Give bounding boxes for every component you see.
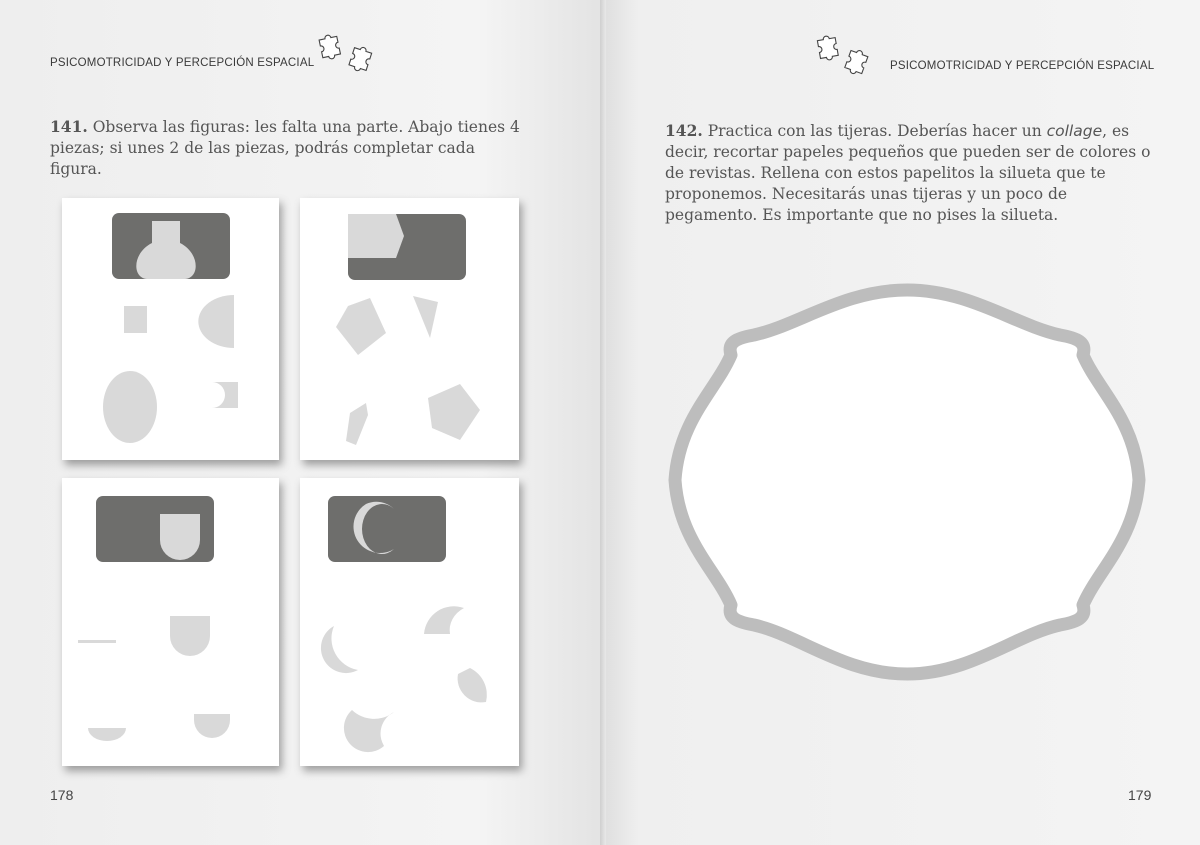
piece-bowl <box>88 728 126 741</box>
puzzle-card-arrow <box>300 198 519 460</box>
page-number: 178 <box>50 787 74 803</box>
book-gutter <box>600 0 606 845</box>
running-header: PSICOMOTRICIDAD Y PERCEPCIÓN ESPACIAL <box>50 57 315 69</box>
puzzle-card-shield-figure <box>62 478 279 766</box>
exercise-142 <box>665 120 1155 226</box>
page-number: 179 <box>1128 787 1152 803</box>
piece-triangle <box>413 296 438 338</box>
puzzle-card-crescent <box>300 478 519 766</box>
shield-shape <box>160 514 200 560</box>
puzzle-card-vase <box>62 198 279 460</box>
piece-square <box>124 306 147 333</box>
piece-arc-left <box>321 626 358 673</box>
exercise-text: Observa las figuras: les falta una parte. Abajo tienes 4 piezas; si unes 2 de las piezas, podrás completar cada figura. <box>50 118 520 178</box>
silhouette-outline <box>675 290 1139 674</box>
piece-cup <box>194 714 230 738</box>
piece-arc-bottom <box>344 710 394 752</box>
piece-shield-half <box>170 616 210 656</box>
puzzle-pieces-icon <box>315 30 377 74</box>
piece-diamond <box>336 298 386 355</box>
piece-line <box>78 640 116 643</box>
piece-half-disc <box>198 295 234 348</box>
arrow-shape <box>348 214 404 258</box>
puzzle-card-vase-figure <box>62 198 279 460</box>
exercise-number: 141. <box>50 117 88 136</box>
piece-arc-right <box>458 668 487 702</box>
exercise-text: Practica con las tijeras. Deberías hacer un <box>707 122 1047 140</box>
puzzle-card-shield <box>62 478 279 766</box>
puzzle-card-arrow-figure <box>300 198 519 460</box>
piece-sliver <box>346 403 368 445</box>
piece-arc-top <box>424 606 464 634</box>
collage-silhouette-frame <box>665 280 1149 684</box>
exercise-italic-word: collage <box>1046 122 1103 140</box>
piece-oval <box>103 371 157 443</box>
piece-pentagon <box>428 384 480 440</box>
piece-notched-square <box>212 382 238 408</box>
exercise-number: 142. <box>665 121 703 140</box>
exercise-141 <box>50 116 520 180</box>
running-header: PSICOMOTRICIDAD Y PERCEPCIÓN ESPACIAL <box>890 60 1155 72</box>
puzzle-pieces-icon <box>813 33 875 77</box>
puzzle-card-crescent-figure <box>300 478 519 766</box>
exercise-text-continued: , es decir, recortar papeles pequeños que pueden ser de colores o de revistas. Rellena con estos papelitos la silueta que te proponemos. Necesitarás unas tijeras y un poco de pegamento. Es importante que no pises la silueta. <box>665 122 1151 224</box>
